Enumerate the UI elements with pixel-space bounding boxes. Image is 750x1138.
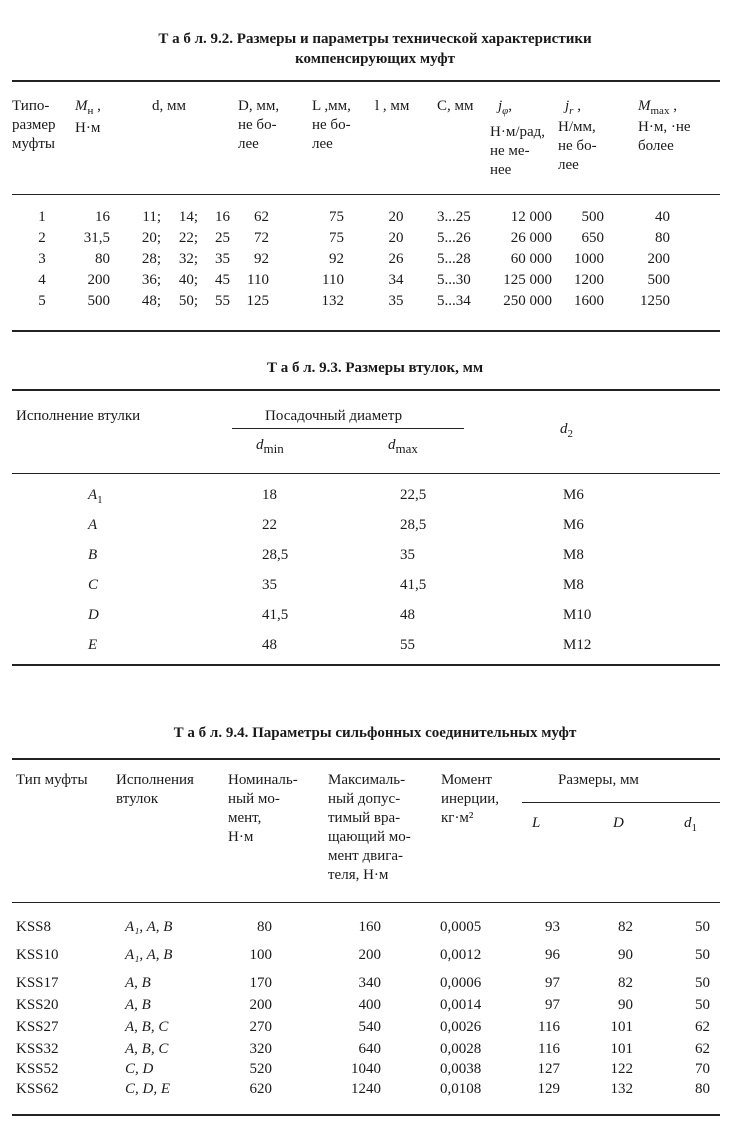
table-9-3-header-rule	[12, 473, 720, 474]
header-maxtorque-line5: мент двига-	[328, 848, 404, 864]
header-variants-line1: Исполнения	[116, 772, 194, 788]
cell-d1: 48;	[141, 293, 161, 309]
header-maxtorque-line6: теля, Н·м	[328, 867, 389, 883]
cell-size: 4	[38, 272, 46, 288]
cell-d2: 14;	[178, 209, 198, 225]
cell-C: 5...28	[437, 251, 471, 267]
cell-jphi: 26 000	[510, 230, 552, 246]
cell-max: 1240	[351, 1081, 381, 1097]
cell-mmax: 1250	[640, 293, 670, 309]
cell-d1: 50	[695, 975, 710, 991]
cell-size: 3	[38, 251, 46, 267]
cell-variant	[88, 546, 97, 564]
cell-max: 400	[358, 997, 381, 1013]
header-dmax-sub: max	[395, 441, 418, 456]
cell-d1: 50	[695, 919, 710, 935]
cell-variants: A₁, A, B	[125, 919, 173, 935]
cell-variant-sub: 1	[97, 494, 103, 506]
header-jphi-units	[490, 123, 545, 180]
cell-variant	[88, 486, 103, 504]
header-maxtorque-line3: тимый вра-	[328, 810, 401, 826]
cell-variants: A, B, C	[125, 1019, 169, 1035]
cell-d2: M10	[563, 607, 592, 623]
cell-mmax: 40	[655, 209, 670, 225]
table-9-2-header-rule	[12, 194, 720, 195]
cell-nominal: 170	[249, 975, 272, 991]
cell-dmax: 22,5	[400, 487, 427, 503]
cell-dmin: 18	[262, 487, 277, 503]
header-jphi-sub: φ	[502, 105, 509, 117]
cell-mmax: 80	[655, 230, 670, 246]
cell-d3: 45	[215, 272, 230, 288]
header-jr-symbol: j	[565, 98, 570, 114]
cell-D: 62	[254, 209, 269, 225]
cell-variant-letter: D	[88, 607, 99, 623]
cell-L: 127	[537, 1061, 560, 1077]
header-size	[12, 97, 56, 154]
cell-d1: 50	[695, 947, 710, 963]
cell-variant-letter: B	[88, 547, 98, 563]
header-jr	[565, 97, 581, 116]
cell-D: 122	[610, 1061, 633, 1077]
cell-d1: 62	[695, 1041, 710, 1057]
header-variants-line2: втулок	[116, 791, 159, 807]
cell-variant	[88, 606, 99, 624]
header-sleeve-variants	[116, 771, 194, 809]
cell-dmin: 48	[262, 637, 277, 653]
cell-d1: 11;	[142, 209, 161, 225]
cell-dmax: 48	[400, 607, 415, 623]
header-L	[312, 97, 351, 154]
header-dmin-sub: min	[263, 441, 284, 456]
cell-inertia: 0,0028	[440, 1041, 482, 1057]
cell-l: 20	[388, 230, 404, 246]
cell-dmin: 28,5	[262, 547, 289, 563]
cell-d1: 80	[695, 1081, 710, 1097]
cell-nominal: 200	[249, 997, 272, 1013]
header-jphi-symbol: j	[498, 98, 503, 114]
cell-type: KSS17	[16, 975, 59, 991]
fit-diameter-rule	[232, 428, 464, 429]
cell-inertia: 0,0038	[440, 1061, 482, 1077]
cell-C: 5...30	[437, 272, 471, 288]
header-mmax-symbol: M	[638, 98, 651, 114]
header-d2	[560, 420, 573, 438]
header-jphi-line2: не ме-	[490, 143, 530, 159]
header-inertia	[441, 771, 499, 828]
header-jr-line2: не бо-	[558, 138, 597, 154]
table-9-4-bottom-rule	[12, 1114, 720, 1116]
cell-jr: 1600	[574, 293, 604, 309]
header-dimensions: Размеры, мм	[558, 772, 639, 788]
cell-d1: 62	[695, 1019, 710, 1035]
header-maxtorque-line1: Максималь-	[328, 772, 406, 788]
cell-size: 1	[38, 209, 46, 225]
header-mmax-line2: более	[638, 138, 674, 154]
cell-d2: M8	[563, 547, 584, 563]
cell-dmin: 41,5	[262, 607, 289, 623]
header-d2-sub: 2	[567, 428, 573, 440]
header-d1-symbol: d	[684, 815, 692, 831]
header-inertia-line2: инерции,	[441, 791, 500, 807]
table-9-2-caption-line1: Т а б л. 9.2. Размеры и параметры технической характеристики	[158, 31, 592, 47]
header-inertia-line1: Момент	[441, 772, 492, 788]
cell-L: 75	[329, 209, 344, 225]
cell-type: KSS8	[16, 919, 52, 935]
header-D	[238, 97, 279, 154]
cell-l: 26	[388, 251, 404, 267]
header-jphi-line3: нее	[490, 162, 512, 178]
cell-variants: C, D	[125, 1061, 154, 1077]
cell-nominal: 520	[249, 1061, 272, 1077]
cell-variants: C, D, E	[125, 1081, 170, 1097]
cell-dmin: 22	[262, 517, 277, 533]
cell-l: 20	[388, 209, 404, 225]
cell-variants: A₁, A, B	[125, 947, 173, 963]
cell-L: 97	[545, 975, 560, 991]
cell-variant-letter: A	[88, 517, 98, 533]
cell-dmax: 35	[400, 547, 415, 563]
cell-L: 97	[545, 997, 560, 1013]
cell-jphi: 60 000	[510, 251, 552, 267]
cell-type: KSS52	[16, 1061, 59, 1077]
header-inertia-line3: кг·м²	[441, 810, 474, 826]
header-mmax	[638, 97, 691, 156]
table-9-3-bottom-rule	[12, 664, 720, 666]
cell-inertia: 0,0012	[440, 947, 482, 963]
header-d2-symbol: d	[560, 421, 568, 437]
cell-d2: 40;	[178, 272, 198, 288]
cell-mn: 31,5	[83, 230, 110, 246]
header-D94: D	[613, 815, 624, 831]
header-size-line3: муфты	[12, 136, 55, 152]
cell-variant-letter: C	[88, 577, 99, 593]
header-jr-rest: ,	[573, 98, 581, 114]
header-l-text: l , мм	[375, 98, 410, 114]
table-9-4-top-rule	[12, 758, 720, 760]
cell-C: 5...34	[437, 293, 471, 309]
header-mmax-sub: max	[650, 105, 670, 117]
table-9-2-caption-line2: компенсирующих муфт	[295, 51, 455, 67]
header-mmax-rest: ,	[669, 98, 677, 114]
header-mn-rest: ,	[93, 98, 101, 114]
header-l	[375, 97, 409, 116]
cell-d3: 16	[215, 209, 230, 225]
cell-L: 116	[538, 1041, 560, 1057]
cell-L: 92	[329, 251, 344, 267]
header-mmax-line1: Н·м, ·не	[638, 119, 691, 135]
cell-nominal: 100	[249, 947, 272, 963]
header-dmin-symbol: d	[256, 437, 264, 453]
cell-D: 72	[254, 230, 269, 246]
cell-L: 129	[537, 1081, 560, 1097]
cell-inertia: 0,0014	[440, 997, 482, 1013]
cell-jr: 1200	[574, 272, 604, 288]
header-nominal-line2: ный мо-	[228, 791, 280, 807]
cell-L: 93	[545, 919, 560, 935]
header-jphi-line1: Н·м/рад,	[490, 124, 546, 140]
cell-D: 110	[247, 272, 269, 288]
header-jr-line1: Н/мм,	[558, 119, 596, 135]
cell-jr: 1000	[574, 251, 604, 267]
cell-l: 35	[388, 293, 404, 309]
cell-type: KSS10	[16, 947, 59, 963]
cell-d2: 50;	[178, 293, 198, 309]
header-d1-sub: 1	[691, 822, 697, 834]
cell-d1: 20;	[141, 230, 161, 246]
cell-C: 3...25	[437, 209, 471, 225]
cell-L: 96	[545, 947, 560, 963]
cell-d2: M6	[563, 487, 584, 503]
cell-d1: 50	[695, 997, 710, 1013]
cell-d2: 32;	[178, 251, 198, 267]
cell-variants: A, B, C	[125, 1041, 169, 1057]
header-mn-sub: н	[87, 105, 94, 117]
cell-dmin: 35	[262, 577, 277, 593]
header-nominal-moment	[228, 771, 298, 847]
header-d1	[684, 814, 697, 832]
header-C	[437, 97, 474, 116]
cell-max: 160	[358, 919, 381, 935]
cell-L: 110	[322, 272, 344, 288]
cell-D: 82	[618, 919, 633, 935]
cell-size: 5	[38, 293, 46, 309]
header-size-line2: размер	[12, 117, 56, 133]
table-9-2-bottom-rule	[12, 330, 720, 332]
header-jr-sub: r	[569, 105, 574, 117]
header-D-line2: не бо-	[238, 117, 277, 133]
cell-max: 540	[358, 1019, 381, 1035]
header-D-line1: D, мм,	[238, 98, 280, 114]
header-L-line1: L ,мм,	[312, 98, 351, 114]
table-9-3-top-rule	[12, 389, 720, 391]
cell-max: 340	[358, 975, 381, 991]
header-maxtorque-line2: ный допус-	[328, 791, 401, 807]
cell-d2: M8	[563, 577, 584, 593]
cell-variant-letter: A	[88, 487, 98, 503]
cell-jr: 650	[581, 230, 604, 246]
cell-variant	[88, 576, 98, 594]
cell-d3: 35	[215, 251, 230, 267]
cell-inertia: 0,0005	[440, 919, 482, 935]
cell-mn: 500	[87, 293, 110, 309]
cell-inertia: 0,0108	[440, 1081, 482, 1097]
header-dmax-symbol: d	[388, 437, 396, 453]
cell-d2: 22;	[178, 230, 198, 246]
cell-d1: 28;	[141, 251, 161, 267]
header-nominal-line3: мент,	[228, 810, 262, 826]
cell-variants: A, B	[125, 975, 151, 991]
header-L-line2: не бо-	[312, 117, 351, 133]
cell-D: 101	[610, 1019, 633, 1035]
header-size-line1: Типо-	[12, 98, 50, 114]
cell-L: 75	[329, 230, 344, 246]
cell-dmax: 41,5	[400, 577, 427, 593]
header-maxtorque-line4: щающий мо-	[328, 829, 411, 845]
header-L-line3: лее	[312, 136, 333, 152]
header-jr-line3: лее	[558, 157, 579, 173]
header-jr-units	[558, 118, 597, 175]
cell-D: 82	[618, 975, 633, 991]
cell-max: 200	[358, 947, 381, 963]
cell-D: 125	[246, 293, 269, 309]
header-D-line3: лее	[238, 136, 259, 152]
cell-jphi: 125 000	[503, 272, 552, 288]
cell-type: KSS20	[16, 997, 59, 1013]
cell-variant	[88, 516, 97, 534]
cell-d2: M12	[563, 637, 592, 653]
cell-max: 640	[358, 1041, 381, 1057]
header-nominal-torque	[75, 97, 101, 138]
dimensions-rule	[522, 802, 720, 803]
cell-max: 1040	[351, 1061, 381, 1077]
cell-variants: A, B	[125, 997, 151, 1013]
cell-dmax: 28,5	[400, 517, 427, 533]
table-9-4-header-rule	[12, 902, 720, 903]
cell-size: 2	[38, 230, 46, 246]
cell-mn: 80	[95, 251, 110, 267]
cell-variant-letter: E	[88, 637, 98, 653]
cell-inertia: 0,0026	[440, 1019, 482, 1035]
header-fit-diameter: Посадочный диаметр	[265, 408, 403, 424]
cell-D: 90	[618, 997, 633, 1013]
header-dmax	[388, 436, 418, 454]
header-nominal-line4: Н·м	[228, 829, 254, 845]
header-dmin	[256, 436, 284, 454]
cell-D: 132	[610, 1081, 633, 1097]
cell-mn: 16	[95, 209, 110, 225]
cell-mmax: 500	[647, 272, 670, 288]
cell-jr: 500	[581, 209, 604, 225]
cell-L: 116	[538, 1019, 560, 1035]
header-jphi	[498, 97, 512, 116]
cell-inertia: 0,0006	[440, 975, 482, 991]
cell-d1: 70	[695, 1061, 710, 1077]
cell-d3: 25	[215, 230, 230, 246]
header-mn-unit: Н·м	[75, 120, 101, 136]
cell-D: 101	[610, 1041, 633, 1057]
header-nominal-line1: Номиналь-	[228, 772, 298, 788]
cell-type: KSS32	[16, 1041, 59, 1057]
cell-jphi: 12 000	[510, 209, 552, 225]
cell-mmax: 200	[647, 251, 670, 267]
cell-type: KSS62	[16, 1081, 59, 1097]
header-coupling-type: Тип муфты	[16, 772, 88, 788]
cell-nominal: 320	[249, 1041, 272, 1057]
header-d-text: d, мм	[152, 98, 186, 114]
cell-d1: 36;	[141, 272, 161, 288]
cell-variant	[88, 636, 97, 654]
cell-L: 132	[321, 293, 344, 309]
header-L94: L	[532, 815, 541, 831]
cell-mn: 200	[87, 272, 110, 288]
cell-d3: 55	[215, 293, 230, 309]
header-max-torque	[328, 771, 411, 885]
cell-D: 90	[618, 947, 633, 963]
header-d	[152, 97, 186, 116]
header-jphi-rest: ,	[508, 98, 513, 114]
cell-jphi: 250 000	[503, 293, 552, 309]
cell-d2: M6	[563, 517, 584, 533]
table-9-2-top-rule	[12, 80, 720, 82]
cell-nominal: 80	[257, 919, 272, 935]
cell-D: 92	[254, 251, 269, 267]
cell-type: KSS27	[16, 1019, 59, 1035]
header-variant: Исполнение втулки	[16, 408, 141, 424]
cell-nominal: 620	[249, 1081, 272, 1097]
header-C-text: C, мм	[437, 98, 474, 114]
header-mn-symbol: M	[75, 98, 88, 114]
table-9-3-caption: Т а б л. 9.3. Размеры втулок, мм	[266, 360, 484, 376]
cell-nominal: 270	[249, 1019, 272, 1035]
cell-C: 5...26	[437, 230, 471, 246]
cell-l: 34	[388, 272, 404, 288]
table-9-4-caption: Т а б л. 9.4. Параметры сильфонных соединительных муфт	[173, 725, 577, 741]
cell-dmax: 55	[400, 637, 415, 653]
